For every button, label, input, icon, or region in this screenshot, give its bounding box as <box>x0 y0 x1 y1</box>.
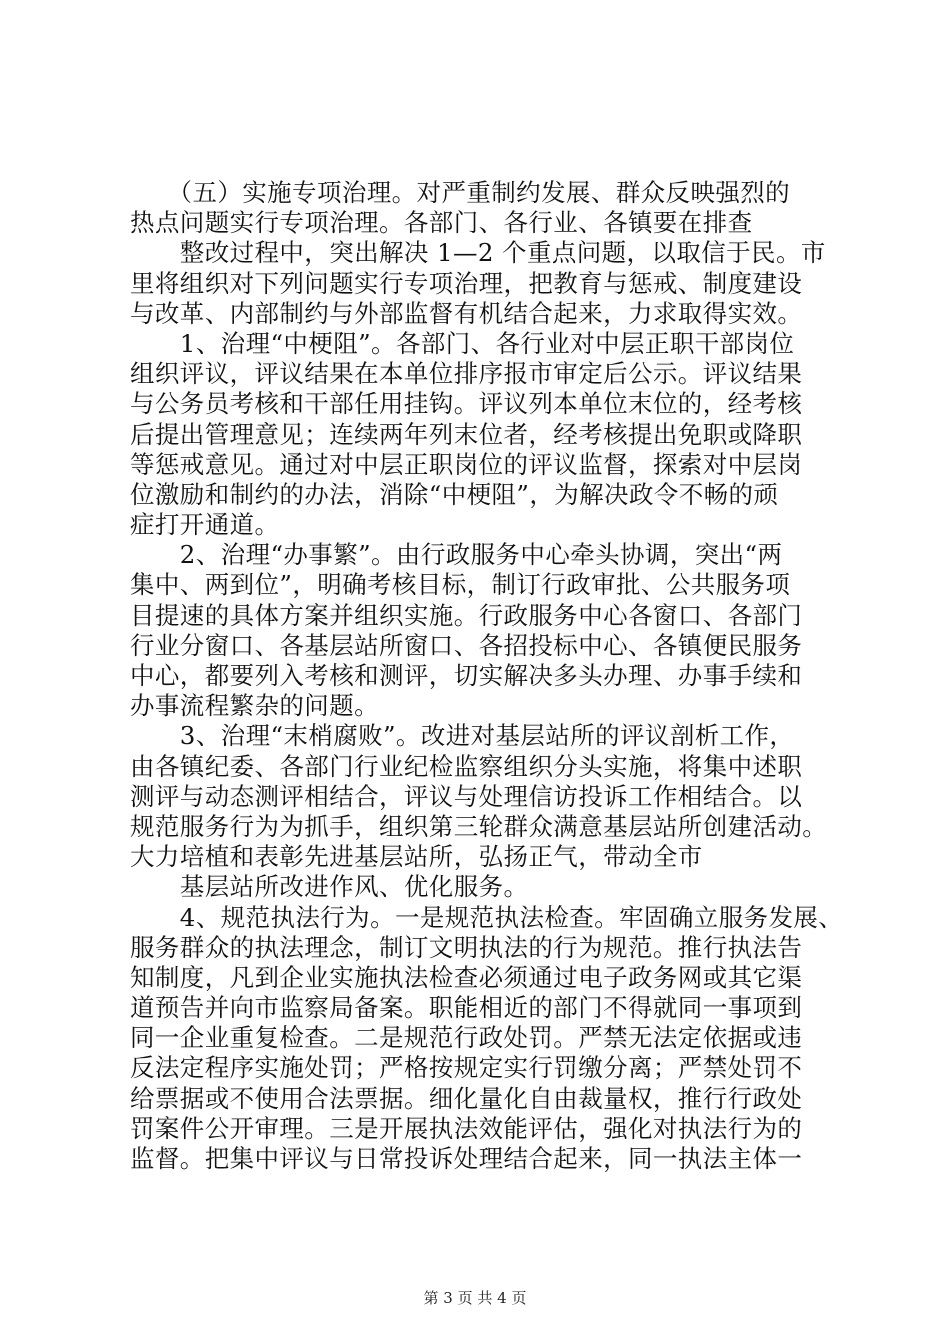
text-line: 4、规范执法行为。一是规范执法检查。牢固确立服务发展、 <box>130 902 844 932</box>
text-line: 里将组织对下列问题实行专项治理，把教育与惩戒、制度建设 <box>130 268 803 298</box>
text-line: 服务群众的执法理念，制订文明执法的行为规范。推行执法告 <box>130 932 803 962</box>
text-line: 症打开通道。 <box>130 510 280 540</box>
text-line: 罚案件公开审理。三是开展执法效能评估，强化对执法行为的 <box>130 1113 803 1143</box>
text-line: 行业分窗口、各基层站所窗口、各招投标中心、各镇便民服务 <box>130 630 803 660</box>
text-line: 3、治理“末梢腐败”。改进对基层站所的评议剖析工作， <box>130 721 795 751</box>
text-line: 大力培植和表彰先进基层站所，弘扬正气，带动全市 <box>130 842 703 872</box>
text-line: 整改过程中，突出解决 1—2 个重点问题，以取信于民。市 <box>130 238 826 268</box>
text-line: 热点问题实行专项治理。各部门、各行业、各镇要在排查 <box>130 208 753 238</box>
text-line: 与改革、内部制约与外部监督有机结合起来，力求取得实效。 <box>130 298 803 328</box>
document-body <box>130 178 844 1174</box>
text-line: 由各镇纪委、各部门行业纪检监察组织分头实施，将集中述职 <box>130 751 803 781</box>
text-line: 知制度，凡到企业实施执法检查必须通过电子政务网或其它渠 <box>130 962 803 992</box>
text-line: 目提速的具体方案并组织实施。行政服务中心各窗口、各部门 <box>130 600 803 630</box>
text-line: 测评与动态测评相结合，评议与处理信访投诉工作相结合。以 <box>130 781 803 811</box>
text-line: 2、治理“办事繁”。由行政服务中心牵头协调，突出“两 <box>130 540 783 570</box>
text-line: 办事流程繁杂的问题。 <box>130 691 379 721</box>
text-line: 规范服务行为为抓手，组织第三轮群众满意基层站所创建活动。 <box>130 811 828 841</box>
text-line: （五）实施专项治理。对严重制约发展、群众反映强烈的 <box>130 178 791 207</box>
text-line: 给票据或不使用合法票据。细化量化自由裁量权，推行行政处 <box>130 1083 803 1113</box>
text-line: 集中、两到位”，明确考核目标，制订行政审批、公共服务项 <box>130 570 791 600</box>
text-line: 中心，都要列入考核和测评，切实解决多头办理、办事手续和 <box>130 661 803 690</box>
text-line: 1、治理“中梗阻”。各部门、各行业对中层正职干部岗位 <box>130 328 795 358</box>
text-line: 反法定程序实施处罚；严格按规定实行罚缴分离；严禁处罚不 <box>130 1053 803 1083</box>
text-line: 位激励和制约的办法，消除“中梗阻”，为解决政令不畅的顽 <box>130 479 779 509</box>
text-line: 监督。把集中评议与日常投诉处理结合起来，同一执法主体一 <box>130 1144 803 1173</box>
text-line: 基层站所改进作风、优化服务。 <box>130 872 529 902</box>
text-line: 与公务员考核和干部任用挂钩。评议列本单位末位的，经考核 <box>130 389 803 419</box>
text-line: 组织评议，评议结果在本单位排序报市审定后公示。评议结果 <box>130 359 803 389</box>
page-number-footer: 第 3 页 共 4 页 <box>423 1289 527 1307</box>
text-line: 道预告并向市监察局备案。职能相近的部门不得就同一事项到 <box>130 993 803 1023</box>
text-line: 等惩戒意见。通过对中层正职岗位的评议监督，探索对中层岗 <box>130 449 803 479</box>
text-line: 同一企业重复检查。二是规范行政处罚。严禁无法定依据或违 <box>130 1023 803 1053</box>
text-line: 后提出管理意见；连续两年列末位者，经考核提出免职或降职 <box>130 419 803 449</box>
